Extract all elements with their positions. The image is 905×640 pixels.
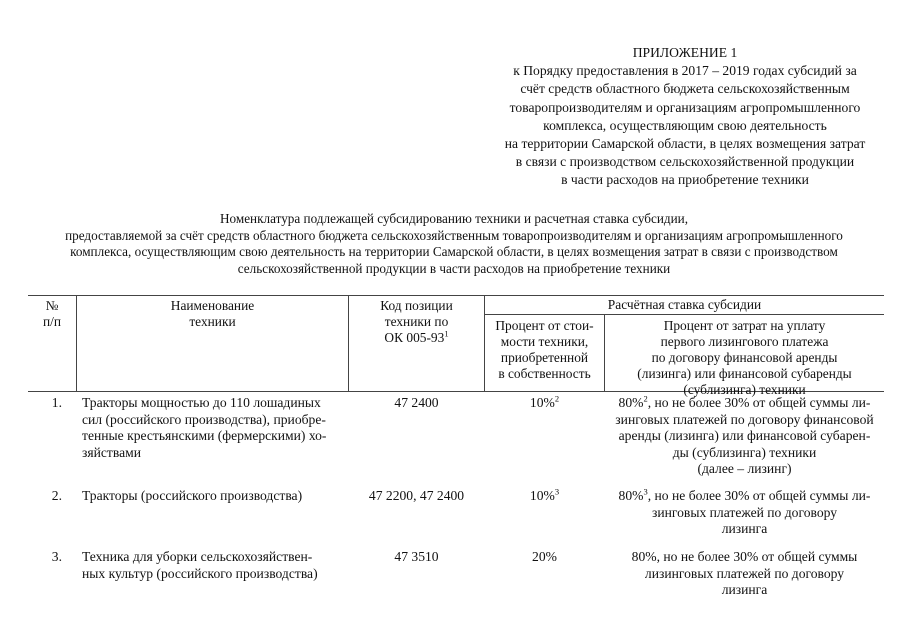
header-code-line: ОК $005-93^1$ bbox=[384, 328, 449, 345]
title-line: Номенклатура подлежащей субсидированию техники и расчетная ставка субсидии, bbox=[219, 211, 688, 226]
rate-group-rule bbox=[484, 314, 884, 315]
header-code-line: Код позиции bbox=[380, 298, 453, 313]
header-name bbox=[77, 298, 348, 330]
row-name-line: ных культур (российского производства) bbox=[82, 565, 318, 581]
appendix-line: счёт средств областного бюджета сельскохозяйственным bbox=[520, 81, 850, 97]
row-lease-line: лизинга bbox=[721, 582, 768, 598]
header-percent-lease-line: первого лизингового платежа bbox=[660, 334, 829, 349]
row-lease-line: лизинговых платежей по договору bbox=[644, 565, 845, 581]
header-percent-cost-line: мости техники, bbox=[500, 334, 589, 349]
document-title bbox=[14, 211, 894, 277]
header-rate-group: Расчётная ставка субсидии bbox=[607, 297, 762, 312]
footnote-mark: 2 bbox=[643, 393, 648, 404]
appendix-line: к Порядку предоставления в 2017 – 2019 годах субсидий за bbox=[513, 63, 857, 79]
row-lease-line: лизинга bbox=[721, 521, 768, 537]
row-name-line: Тракторы (российского производства) bbox=[82, 488, 303, 503]
header-percent-lease-line: Процент от затрат на уплату bbox=[663, 318, 826, 333]
title-line: предоставляемой за счёт средств областного бюджета сельскохозяйственным товаропроизводителям и организациям агропромышленного bbox=[65, 227, 843, 243]
row-code: 47 2400 bbox=[394, 395, 439, 410]
header-percent-lease bbox=[605, 318, 884, 398]
table-top-rule bbox=[28, 295, 884, 296]
header-percent-cost-line: приобретенной bbox=[500, 350, 589, 365]
row-name bbox=[82, 549, 348, 582]
appendix-line: комплекса, осуществляющим свою деятельность bbox=[543, 117, 827, 133]
row-name-line: сил (российского производства), приобре- bbox=[82, 411, 326, 427]
appendix-line: товаропроизводителям и организациям агропромышленного bbox=[509, 99, 861, 115]
row-number: 1. bbox=[51, 395, 62, 410]
row-name-line: зяйствами bbox=[82, 444, 142, 460]
row-number: 2. bbox=[51, 488, 62, 503]
row-name-line: тенные крестьянскими (фермерскими) хо- bbox=[82, 428, 327, 444]
appendix-line: на территории Самарской области, в целях возмещения затрат bbox=[504, 136, 866, 152]
header-percent-cost-line: Процент от стои- bbox=[495, 318, 594, 333]
footnote-mark: 3 bbox=[554, 486, 560, 497]
header-code-line: техники по bbox=[384, 314, 449, 329]
appendix-line: в части расходов на приобретение техники bbox=[561, 172, 809, 188]
row-lease-line: зинговых платежей по договору bbox=[651, 504, 838, 520]
row-lease-line: ды (сублизинга) техники bbox=[672, 444, 817, 460]
title-line: комплекса, осуществляющим свою деятельность на территории Самарской области, в целях возмещения затрат в связи с производством bbox=[70, 244, 838, 260]
appendix-line: ПРИЛОЖЕНИЕ 1 bbox=[632, 45, 738, 60]
row-name-line: Тракторы мощностью до 110 лошадиных bbox=[82, 395, 321, 410]
row-code: 47 3510 bbox=[394, 549, 439, 564]
header-num bbox=[28, 298, 76, 330]
row-percent: 10%$^2$ bbox=[529, 393, 560, 410]
footnote-mark: 2 bbox=[554, 393, 560, 404]
row-percent: 10%$^3$ bbox=[529, 486, 560, 503]
row-number: 3. bbox=[51, 549, 62, 564]
row-lease bbox=[605, 395, 884, 478]
header-name-line: Наименование bbox=[170, 298, 255, 313]
header-code bbox=[349, 298, 484, 346]
appendix-line: в связи с производством сельскохозяйственной продукции bbox=[515, 154, 855, 170]
row-lease-line: (далее – лизинг) bbox=[697, 461, 792, 477]
header-percent-cost bbox=[485, 318, 604, 382]
header-percent-cost-line: в собственность bbox=[498, 366, 591, 381]
header-percent-lease-line: (лизинга) или финансовой субаренды bbox=[637, 366, 852, 381]
row-lease-line: 80%$^3$, но не более 30% от общей суммы ли- bbox=[618, 486, 871, 503]
header-percent-lease-line: по договору финансовой аренды bbox=[651, 350, 838, 365]
row-code: 47 2200, 47 2400 bbox=[368, 488, 465, 503]
row-name bbox=[82, 395, 348, 461]
row-lease-line: аренды (лизинга) или финансовой субарен- bbox=[618, 428, 871, 444]
row-name bbox=[82, 488, 348, 505]
header-num-line: п/п bbox=[42, 314, 62, 329]
appendix-header bbox=[470, 44, 900, 190]
title-line: сельскохозяйственной продукции в части расходов на приобретение техники bbox=[237, 260, 671, 276]
row-lease-line: 80%$^2$, но не более 30% от общей суммы ли- bbox=[618, 393, 871, 410]
row-lease bbox=[605, 549, 884, 599]
footnote-mark: 3 bbox=[643, 486, 648, 497]
row-lease-line: зинговых платежей по договору финансовой bbox=[615, 411, 874, 427]
footnote-mark: 1 bbox=[444, 328, 449, 339]
header-name-line: техники bbox=[189, 314, 236, 329]
row-lease-line: 80%, но не более 30% от общей суммы bbox=[631, 549, 858, 564]
row-lease bbox=[605, 488, 884, 538]
header-percent-lease-line: (сублизинга) техники bbox=[683, 382, 806, 397]
row-name-line: Техника для уборки сельскохозяйствен- bbox=[82, 549, 313, 564]
row-percent: 20% bbox=[532, 549, 557, 564]
header-num-line: № bbox=[45, 298, 59, 313]
